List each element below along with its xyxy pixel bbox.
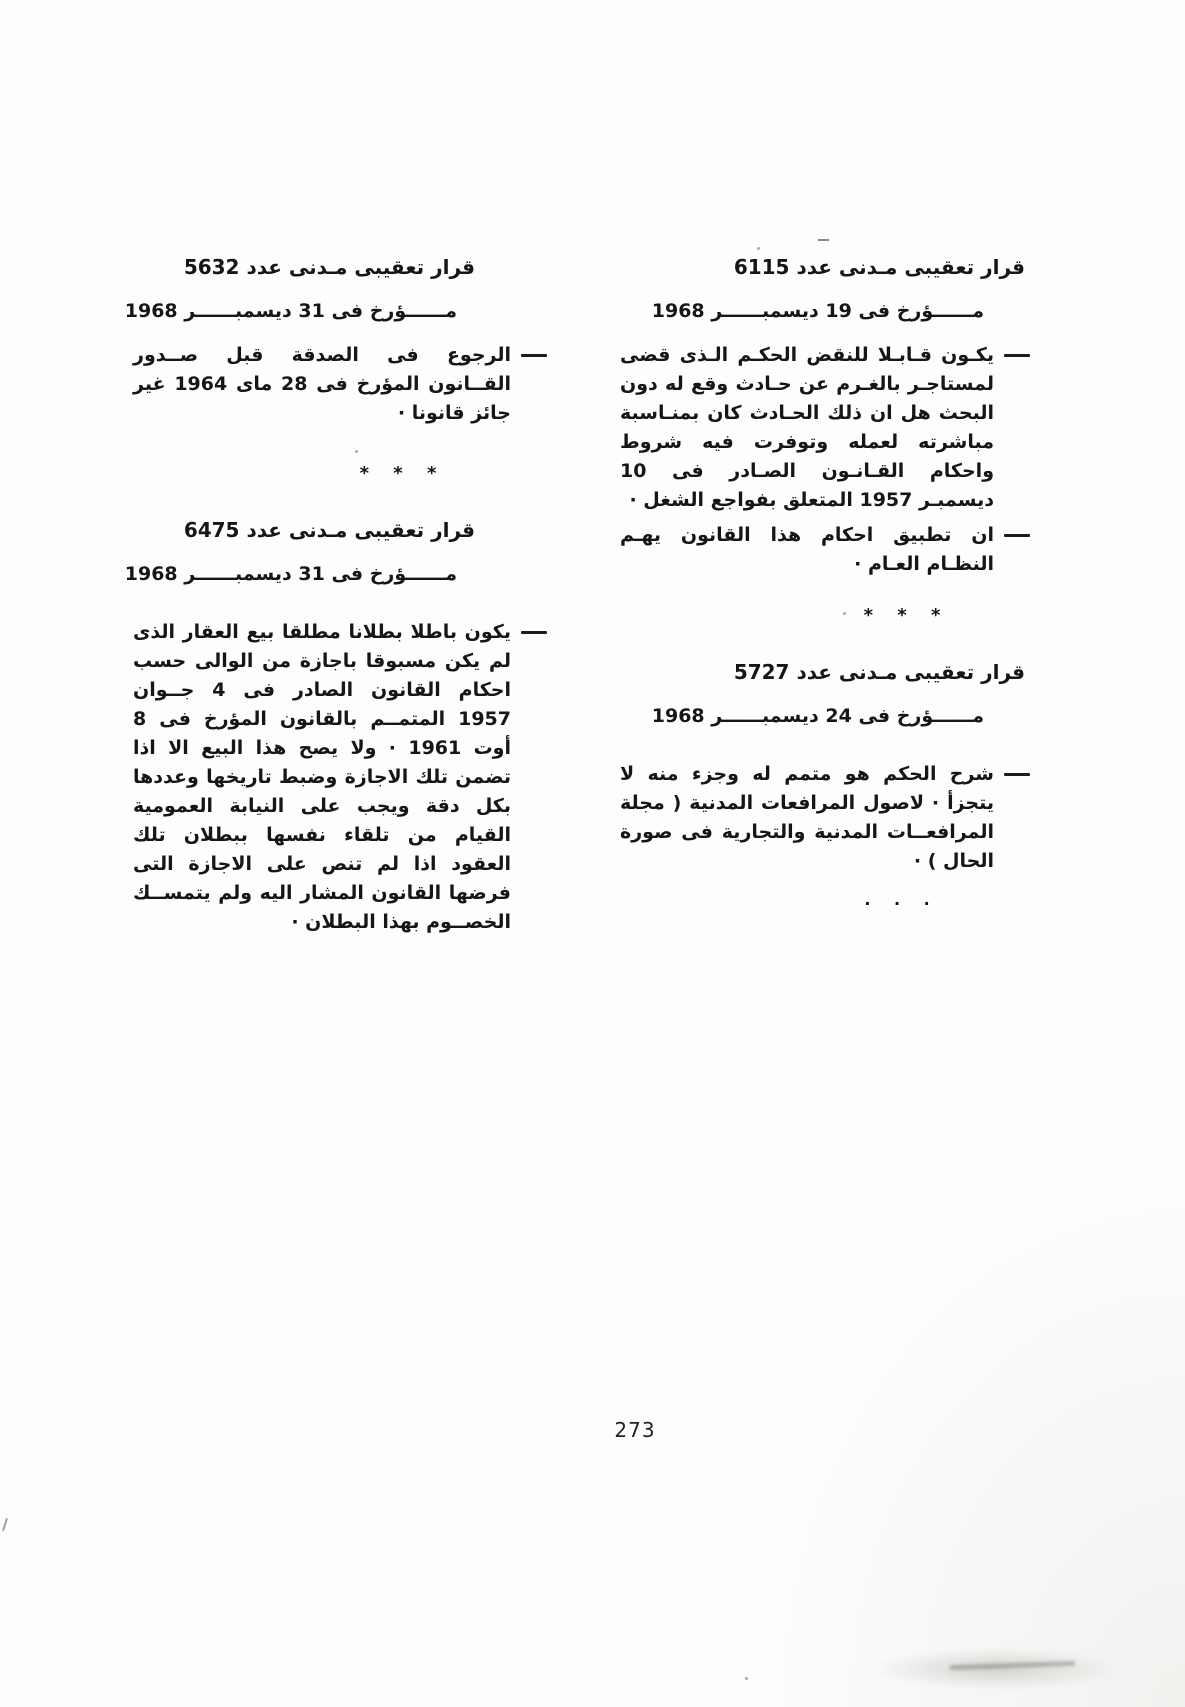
decision-summary-text: شرح الحكم هو متمم له وجزء منه لا يتجزأ · لاصول المرافعات المدنية ( مجلة المرافعــات المدنية والتجارية فى صورة الحال ) · (620, 763, 994, 872)
scan-speck (843, 612, 846, 615)
bullet-dash (521, 354, 547, 357)
decision-date: مــــــؤرخ فى 19 ديسمبــــــر 1968 (651, 300, 984, 322)
scan-speck (757, 247, 760, 250)
bullet-dash (521, 631, 547, 634)
decision-summary-item (133, 618, 547, 937)
scan-speck (745, 1677, 748, 1680)
page-number: 273 (614, 1418, 656, 1442)
decision-summary-item (620, 521, 1030, 579)
section-separator: * * * (359, 463, 439, 484)
decision-summary-item (620, 760, 1030, 876)
scan-vignette (765, 1187, 1185, 1707)
decision-title: قرار تعقيبى مـدنى عدد 5632 (183, 255, 475, 279)
bullet-dash (1004, 534, 1030, 537)
section-separator: · · · (864, 894, 932, 913)
decision-date: مــــــؤرخ فى 24 ديسمبــــــر 1968 (651, 705, 984, 727)
decision-title: قرار تعقيبى مـدنى عدد 5727 (733, 660, 1025, 684)
decision-date: مــــــؤرخ فى 31 ديسمبــــــر 1968 (124, 300, 457, 322)
decision-summary-text: يكـون قـابـلا للنقض الحكـم الـذى قضى لمستاجـر بالغـرم عن حـادث وقع له دون البحث هل ان ذلك الحـادث كان بمنـاسبة مباشرته لعمله وتوفرت فيه شروط واحكام القـانـون الصـادر فى 10 ديسمبـر 1957 المتعلق بفواجع الشغل · (620, 344, 994, 511)
decision-summary-item (133, 341, 547, 428)
column-right (620, 253, 1030, 916)
decision-title: قرار تعقيبى مـدنى عدد 6475 (183, 518, 475, 542)
column-left (124, 253, 547, 937)
decision-date: مــــــؤرخ فى 31 ديسمبــــــر 1968 (124, 563, 457, 585)
scan-speck (2, 1518, 8, 1531)
decision-summary-text: الرجوع فى الصدقة قبل صــدور القــانون المؤرخ فى 28 ماى 1964 غير جائز قانونا · (133, 344, 512, 424)
decision-summary-text: ان تطبيق احكام هذا القانون يهـم النظـام العـام · (620, 524, 994, 575)
decision-summary-item (620, 341, 1030, 515)
section-separator: * * * (863, 605, 943, 626)
scan-speck (355, 450, 358, 453)
bullet-dash (1004, 773, 1030, 776)
scan-speck (818, 239, 829, 241)
scan-smudge (870, 1648, 1120, 1690)
bullet-dash (1004, 354, 1030, 357)
decision-title: قرار تعقيبى مـدنى عدد 6115 (733, 255, 1025, 279)
decision-summary-text: يكون باطلا بطلانا مطلقا بيع العقار الذى لم يكن مسبوقا باجازة من الوالى حسب احكام القانون الصادر فى 4 جــوان 1957 المتمــم بالقانون المؤرخ فى 8 أوت 1961 · ولا يصح هذا البيع الا اذا تضمن تلك الاجازة وضبط تاريخها وعددها بكل دقة ويجب على النيابة العمومية القيام من تلقاء نفسها ببطلان تلك العقود اذا لم تنص على الاجازة التى فرضها القانون المشار اليه ولم يتمســك الخصــوم بهذا البطلان · (133, 621, 512, 933)
